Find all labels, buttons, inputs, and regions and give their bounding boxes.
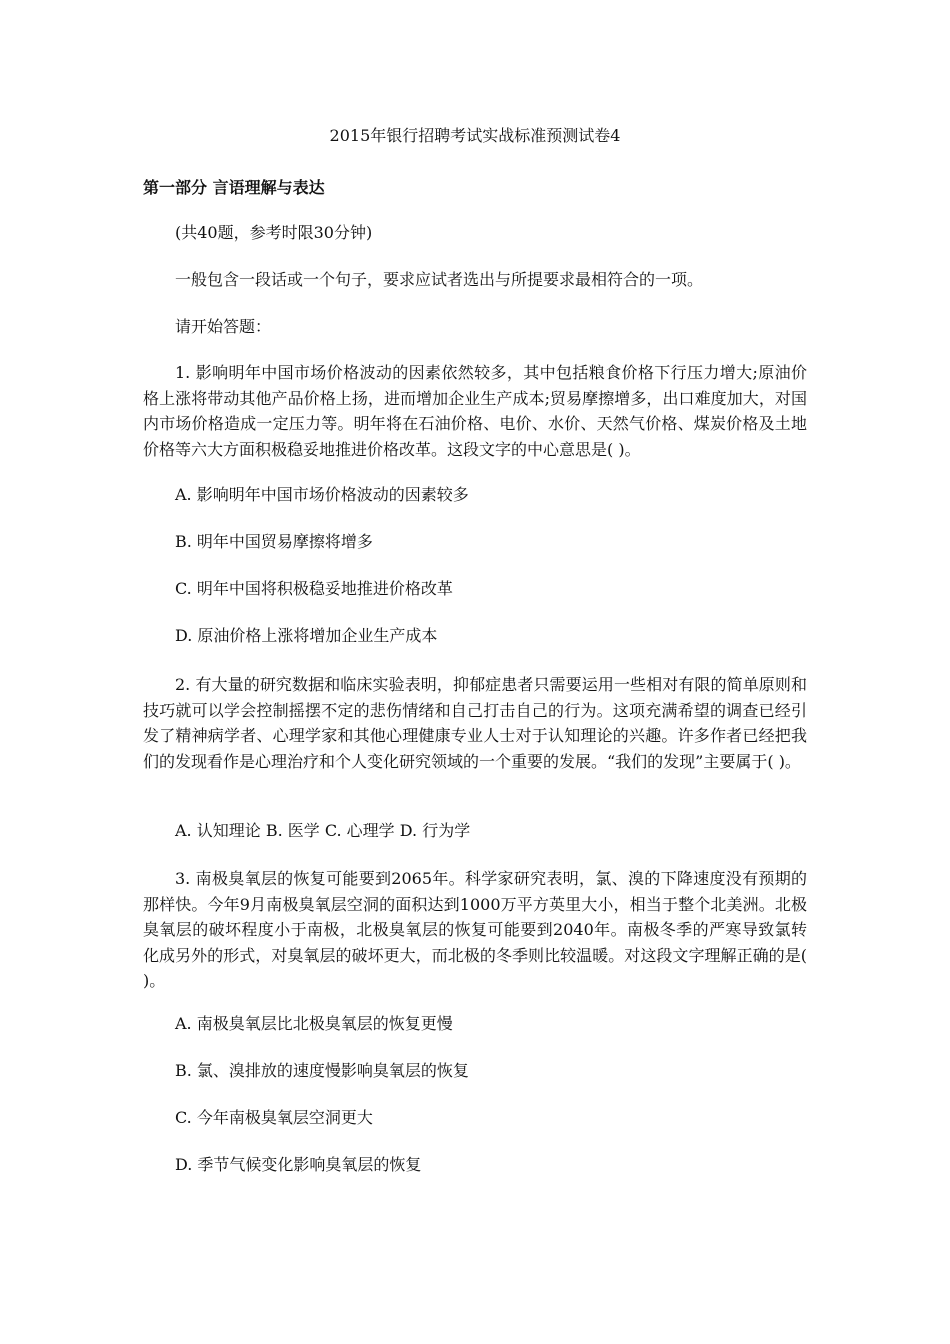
question-3-option-d: D. 季节气候变化影响臭氧层的恢复 xyxy=(175,1155,422,1174)
question-1-option-b: B. 明年中国贸易摩擦将增多 xyxy=(175,532,373,551)
intro-description: 一般包含一段话或一个句子，要求应试者选出与所提要求最相符合的一项。 xyxy=(175,270,704,289)
question-1-option-d: D. 原油价格上涨将增加企业生产成本 xyxy=(175,626,438,645)
document-title: 2015年银行招聘考试实战标准预测试卷4 xyxy=(329,126,621,145)
question-2-stem: 2. 有大量的研究数据和临床实验表明，抑郁症患者只需要运用一些相对有限的简单原则和技巧就可以学会控制摇摆不定的悲伤情绪和自己打击自己的行为。这项充满希望的调查已经引发了精神病学者、心理学家和其他心理健康专业人士对于认知理论的兴趣。许多作者已经把我们的发现看作是心理治疗和个人变化研究领域的一个重要的发展。“我们的发现”主要属于( )。 xyxy=(143,675,807,771)
question-3-option-c: C. 今年南极臭氧层空洞更大 xyxy=(175,1108,373,1127)
question-1-option-c: C. 明年中国将积极稳妥地推进价格改革 xyxy=(175,579,453,598)
question-3-option-b: B. 氯、溴排放的速度慢影响臭氧层的恢复 xyxy=(175,1061,469,1080)
question-3-option-a: A. 南极臭氧层比北极臭氧层的恢复更慢 xyxy=(175,1014,453,1033)
question-1-option-a: A. 影响明年中国市场价格波动的因素较多 xyxy=(175,485,469,504)
section-heading: 第一部分 言语理解与表达 xyxy=(143,178,325,197)
question-1-stem: 1. 影响明年中国市场价格波动的因素依然较多，其中包括粮食价格下行压力增大;原油价格上涨将带动其他产品价格上扬，进而增加企业生产成本;贸易摩擦增多，出口难度加大，对国内市场价格造成一定压力等。明年将在石油价格、电价、水价、天然气价格、煤炭价格及土地价格等六大方面积极稳妥地推进价格改革。这段文字的中心意思是( )。 xyxy=(143,363,807,459)
question-2-options: A. 认知理论 B. 医学 C. 心理学 D. 行为学 xyxy=(175,821,471,840)
question-3-stem: 3. 南极臭氧层的恢复可能要到2065年。科学家研究表明，氯、溴的下降速度没有预期的那样快。今年9月南极臭氧层空洞的面积达到1000万平方英里大小，相当于整个北美洲。北极臭氧层的破坏程度小于南极，北极臭氧层的恢复可能要到2040年。南极冬季的严寒导致氯转化成另外的形式，对臭氧层的破坏更大，而北极的冬季则比较温暖。对这段文字理解正确的是( )。 xyxy=(143,869,807,991)
intro-question-count: (共40题，参考时限30分钟) xyxy=(175,223,373,242)
intro-start-prompt: 请开始答题： xyxy=(175,317,272,336)
